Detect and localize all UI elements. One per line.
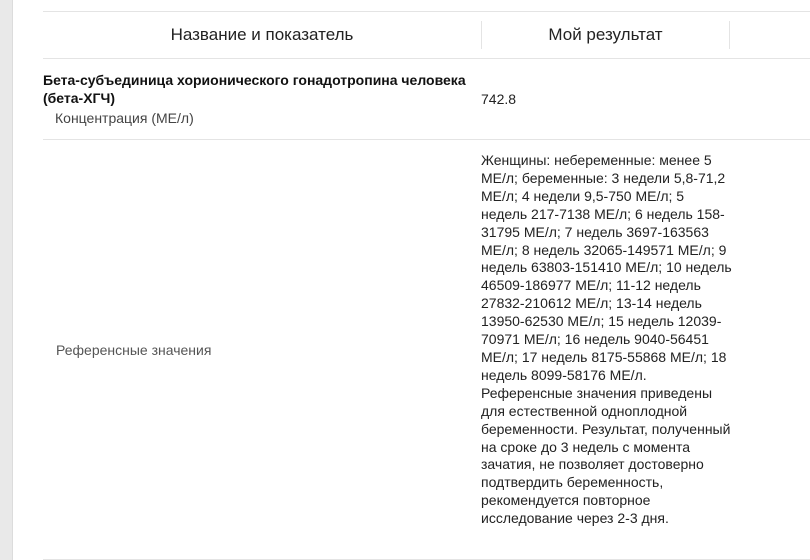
table-row	[43, 140, 810, 560]
test-name: Бета-субъединица хорионического гонадотропина человека (бета-ХГЧ)	[43, 72, 466, 106]
table-row	[43, 59, 810, 140]
reference-label: Референсные значения	[56, 342, 212, 358]
page-left-border	[12, 0, 13, 560]
test-result-value: 742.8	[481, 91, 517, 107]
results-page	[12, 0, 810, 560]
column-separator	[729, 21, 730, 49]
column-header-result: Мой результат	[548, 25, 663, 44]
column-header-name: Название и показатель	[170, 25, 354, 44]
table-header	[43, 12, 810, 59]
reference-values-text: Женщины: небеременные: менее 5 МЕ/л; беременные: 3 недели 5,8-71,2 МЕ/л; 4 недели 9,5-750 МЕ/л; 5 недель 217-7138 МЕ/л; 6 недель 158-31795 МЕ/л; 7 недель 3697-163563 МЕ/л; 8 недель 32065-149571 МЕ/л; 9 недель 63803-151410 МЕ/л; 10 недель 46509-186977 МЕ/л; 11-12 недель 27832-210612 МЕ/л; 13-14 недель 13950-62530 МЕ/л; 15 недель 12039-70971 МЕ/л; 16 недель 9040-56451 МЕ/л; 17 недель 8175-55868 МЕ/л; 18 недель 8099-58176 МЕ/л. Референсные значения приведены для естественной одноплодной беременности. Результат, полученный на сроке до 3 недель с момента зачатия, не позволяет достоверно подтвердить беременность, рекомендуется повторное исследование через 2-3 дня.	[481, 152, 732, 527]
test-indicator: Концентрация (МЕ/л)	[55, 110, 194, 126]
